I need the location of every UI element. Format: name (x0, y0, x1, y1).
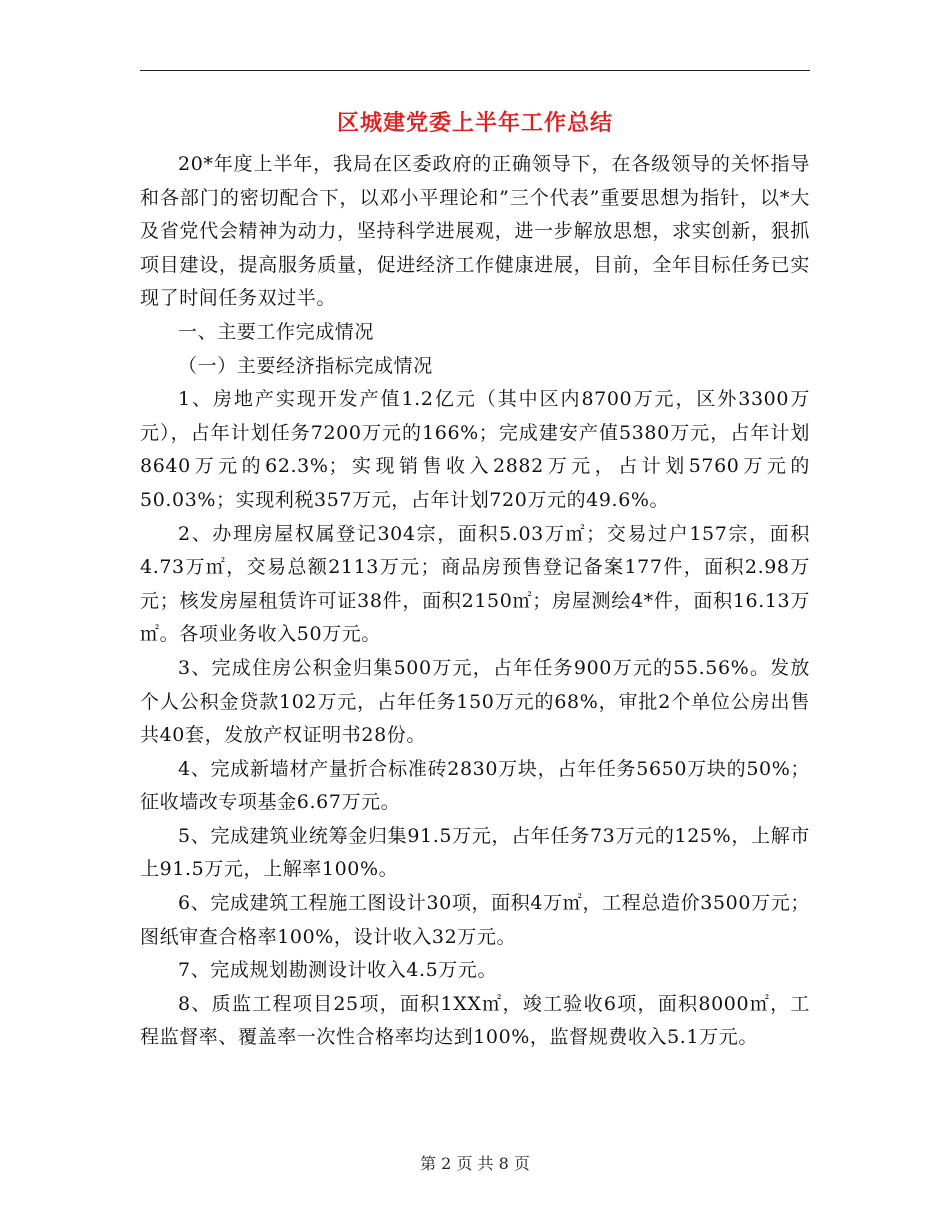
item-paragraph-3: 3、完成住房公积金归集500万元，占年任务900万元的55.56%。发放个人公积金贷款102万元，占年任务150万元的68%，审批2个单位公房出售共40套，发放产权证明书28份。 (140, 656, 810, 747)
item-paragraph-1: 1、房地产实现开发产值1.2亿元（其中区内8700万元，区外3300万元），占年计划任务7200万元的166%；完成建安产值5380万元，占年计划8640万元的62.3%；实现销售收入2882万元，占计划5760万元的50.03%；实现利税357万元，占年计划720万元的49.6%。 (140, 388, 810, 511)
document-body (140, 148, 810, 1055)
page-footer: 第 2 页 共 8 页 (420, 1154, 530, 1173)
intro-paragraph: 20*年度上半年，我局在区委政府的正确领导下，在各级领导的关怀指导和各部门的密切配合下，以邓小平理论和”三个代表”重要思想为指针，以*大及省党代会精神为动力，坚持科学进展观，进一步解放思想，求实创新，狠抓项目建设，提高服务质量，促进经济工作健康进展，目前，全年目标任务已实现了时间任务双过半。 (140, 153, 810, 310)
item-paragraph-4: 4、完成新墙材产量折合标准砖2830万块，占年任务5650万块的50%；征收墙改专项基金6.67万元。 (140, 757, 810, 814)
header-rule (140, 70, 810, 71)
item-paragraph-5: 5、完成建筑业统筹金归集91.5万元，占年任务73万元的125%，上解市上91.5万元，上解率100%。 (140, 824, 810, 881)
document-title: 区城建党委上半年工作总结 (336, 111, 613, 136)
subsection-heading: （一）主要经济指标完成情况 (178, 354, 433, 377)
section-heading: 一、主要工作完成情况 (178, 320, 375, 343)
item-paragraph-2: 2、办理房屋权属登记304宗，面积5.03万㎡；交易过户157宗，面积4.73万㎡，交易总额2113万元；商品房预售登记备案177件，面积2.98万元；核发房屋租赁许可证38件，面积2150㎡；房屋测绘4*件，面积16.13万㎡。各项业务收入50万元。 (140, 522, 810, 646)
item-paragraph-7: 7、完成规划勘测设计收入4.5万元。 (178, 959, 498, 982)
item-paragraph-6: 6、完成建筑工程施工图设计30项，面积4万㎡，工程总造价3500万元；图纸审查合格率100%，设计收入32万元。 (140, 892, 810, 948)
item-paragraph-8: 8、质监工程项目25项，面积1XX㎡，竣工验收6项，面积8000㎡，工程监督率、覆盖率一次性合格率均达到100%，监督规费收入5.1万元。 (140, 992, 810, 1049)
